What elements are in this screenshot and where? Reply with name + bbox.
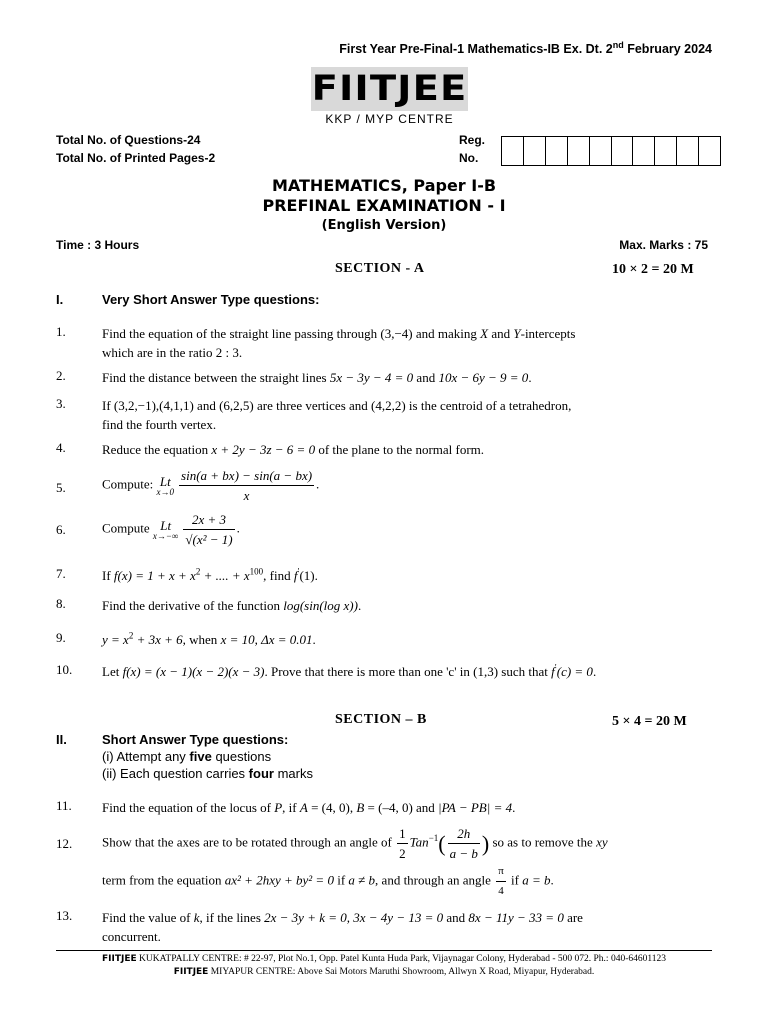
- centre-name: KKP / MYP CENTRE: [325, 112, 454, 126]
- fraction: $\frac{1}{2}$: [399, 826, 406, 861]
- fraction: $\frac{2x + 3}{\text{√(x² − 1)}}$: [185, 512, 233, 547]
- question-number: 11.: [56, 798, 72, 813]
- question-text: Find the distance between the straight lines 5x − 3y − 4 = 0 and 10x − 6y − 9 = 0.: [102, 370, 532, 385]
- total-pages: Total No. of Printed Pages-2: [56, 151, 216, 165]
- question-text: Show that the axes are to be rotated through an angle of $\frac{1}{2}$ Tan$^{-1}$( $\frac{2h}{a - b}$ ) so as to remove the xy: [102, 826, 608, 861]
- footer-kukatpally: FIITJEE KUKATPALLY CENTRE: # 22-97, Plot No.1, Opp. Patel Kunta Huda Park, Vijaynagar Colony, Hyderabad - 500 072. Ph.: 040-64601123: [101, 954, 666, 964]
- fiitjee-logo: [311, 67, 468, 111]
- question-text: Find the equation of the locus of P, if A = (4, 0), B = (–4, 0) and |PA − PB| = 4.: [102, 800, 516, 815]
- reg-box: [699, 137, 720, 165]
- question-number: 6.: [56, 522, 66, 537]
- instruction-2: (ii) Each question carries four marks: [102, 766, 313, 781]
- question-text: Compute Lt x→−∞ $\frac{2x + 3}{\text{√(x² − 1)}}$ .: [102, 512, 240, 547]
- reg-box: [677, 137, 699, 165]
- reg-box: [546, 137, 568, 165]
- reg-box: [568, 137, 590, 165]
- question-text: Find the equation of the straight line passing through (3,−4) and making X and Y-intercepts which are in the ratio 2 : 3.: [102, 326, 576, 360]
- limit-operator: Lt x→−∞: [152, 517, 179, 541]
- time-label: Time : 3 Hours: [56, 238, 140, 252]
- reg-box: [502, 137, 524, 165]
- question-number: 4.: [56, 440, 66, 455]
- section-b-title: SECTION – B: [335, 712, 427, 727]
- question-text: If $f(x) = 1 + x + x^2$ + .... + $x^{100}$, find f′(1).: [102, 566, 318, 583]
- exam-line-prefix: First Year Pre-Final-1 Mathematics-IB Ex. Dt. 2: [339, 42, 613, 56]
- part-number: I.: [56, 292, 64, 307]
- question-number: 1.: [56, 324, 66, 339]
- question-number: 8.: [56, 596, 66, 611]
- reg-number-boxes: [501, 136, 721, 166]
- question-text: $y = x^2 + 3x + 6$, when x = 10, Δx = 0.01.: [102, 630, 316, 647]
- fraction: $\frac{\pi}{4}$: [496, 862, 506, 901]
- paper-title: MATHEMATICS, Paper I-B: [271, 176, 497, 195]
- question-number: 3.: [56, 396, 66, 411]
- reg-box: [590, 137, 612, 165]
- part-number: II.: [56, 732, 67, 747]
- question-number: 13.: [56, 908, 73, 923]
- exam-line-sup: nd: [612, 39, 624, 50]
- section-b-marks: 5 × 4 = 20 M: [612, 714, 687, 729]
- exam-title: PREFINAL EXAMINATION - I: [262, 196, 506, 215]
- reg-box: [633, 137, 655, 165]
- limit-operator: Lt x→0: [156, 473, 175, 497]
- question-text: If (3,2,−1),(4,1,1) and (6,2,5) are three vertices and (4,2,2) is the centroid of a tetrahedron, find the fourth vertex.: [102, 398, 572, 432]
- logo-text: FIITJEE: [311, 69, 468, 109]
- footer-divider: [56, 950, 712, 951]
- reg-box: [524, 137, 546, 165]
- question-text: Find the value of k, if the lines 2x − 3y + k = 0, 3x − 4y − 13 = 0 and 8x − 11y − 33 = 0 are concurrent.: [102, 910, 583, 944]
- instruction-1: (i) Attempt any five questions: [102, 749, 272, 764]
- reg-box: [655, 137, 677, 165]
- question-number: 9.: [56, 630, 66, 645]
- question-number: 2.: [56, 368, 66, 383]
- version-label: (English Version): [321, 218, 447, 233]
- fraction: $\frac{2h}{a - b}$: [449, 826, 478, 861]
- question-text-line2: term from the equation ax² + 2hxy + by² = 0 if a ≠ b, and through an angle $\frac{\pi}{4}$ if a = b.: [102, 862, 712, 901]
- section-a-title: SECTION - A: [335, 261, 425, 276]
- question-number: 5.: [56, 480, 66, 495]
- no-label: No.: [459, 151, 479, 165]
- part-title: Very Short Answer Type questions:: [102, 292, 320, 307]
- total-questions: Total No. of Questions-24: [56, 133, 201, 147]
- reg-box: [612, 137, 634, 165]
- question-number: 10.: [56, 662, 73, 677]
- part-title: Short Answer Type questions:: [102, 732, 289, 747]
- question-text: Find the derivative of the function log(sin(log x)).: [102, 598, 362, 613]
- question-text: Compute: Lt x→0 $\frac{\sin(a + bx) - \sin(a - bx)}{x}$ .: [102, 468, 320, 503]
- exam-header-line: [339, 39, 712, 56]
- exam-line-suffix: February 2024: [623, 42, 712, 56]
- reg-label: Reg.: [459, 133, 486, 147]
- max-marks-label: Max. Marks : 75: [619, 238, 708, 252]
- question-number: 7.: [56, 566, 66, 581]
- fraction: $\frac{\sin(a + bx) - \sin(a - bx)}{x}$: [181, 468, 313, 503]
- question-text: Let f(x) = (x − 1)(x − 2)(x − 3). Prove that there is more than one 'c' in (1,3) such that f′(c) = 0.: [102, 662, 597, 679]
- section-a-marks: 10 × 2 = 20 M: [612, 262, 694, 277]
- question-number: 12.: [56, 836, 73, 851]
- footer-miyapur: FIITJEE MIYAPUR CENTRE: Above Sai Motors Maruthi Showroom, Allwyn X Road, Miyapur, Hyderabad.: [173, 967, 595, 977]
- question-text: Reduce the equation x + 2y − 3z − 6 = 0 of the plane to the normal form.: [102, 442, 485, 457]
